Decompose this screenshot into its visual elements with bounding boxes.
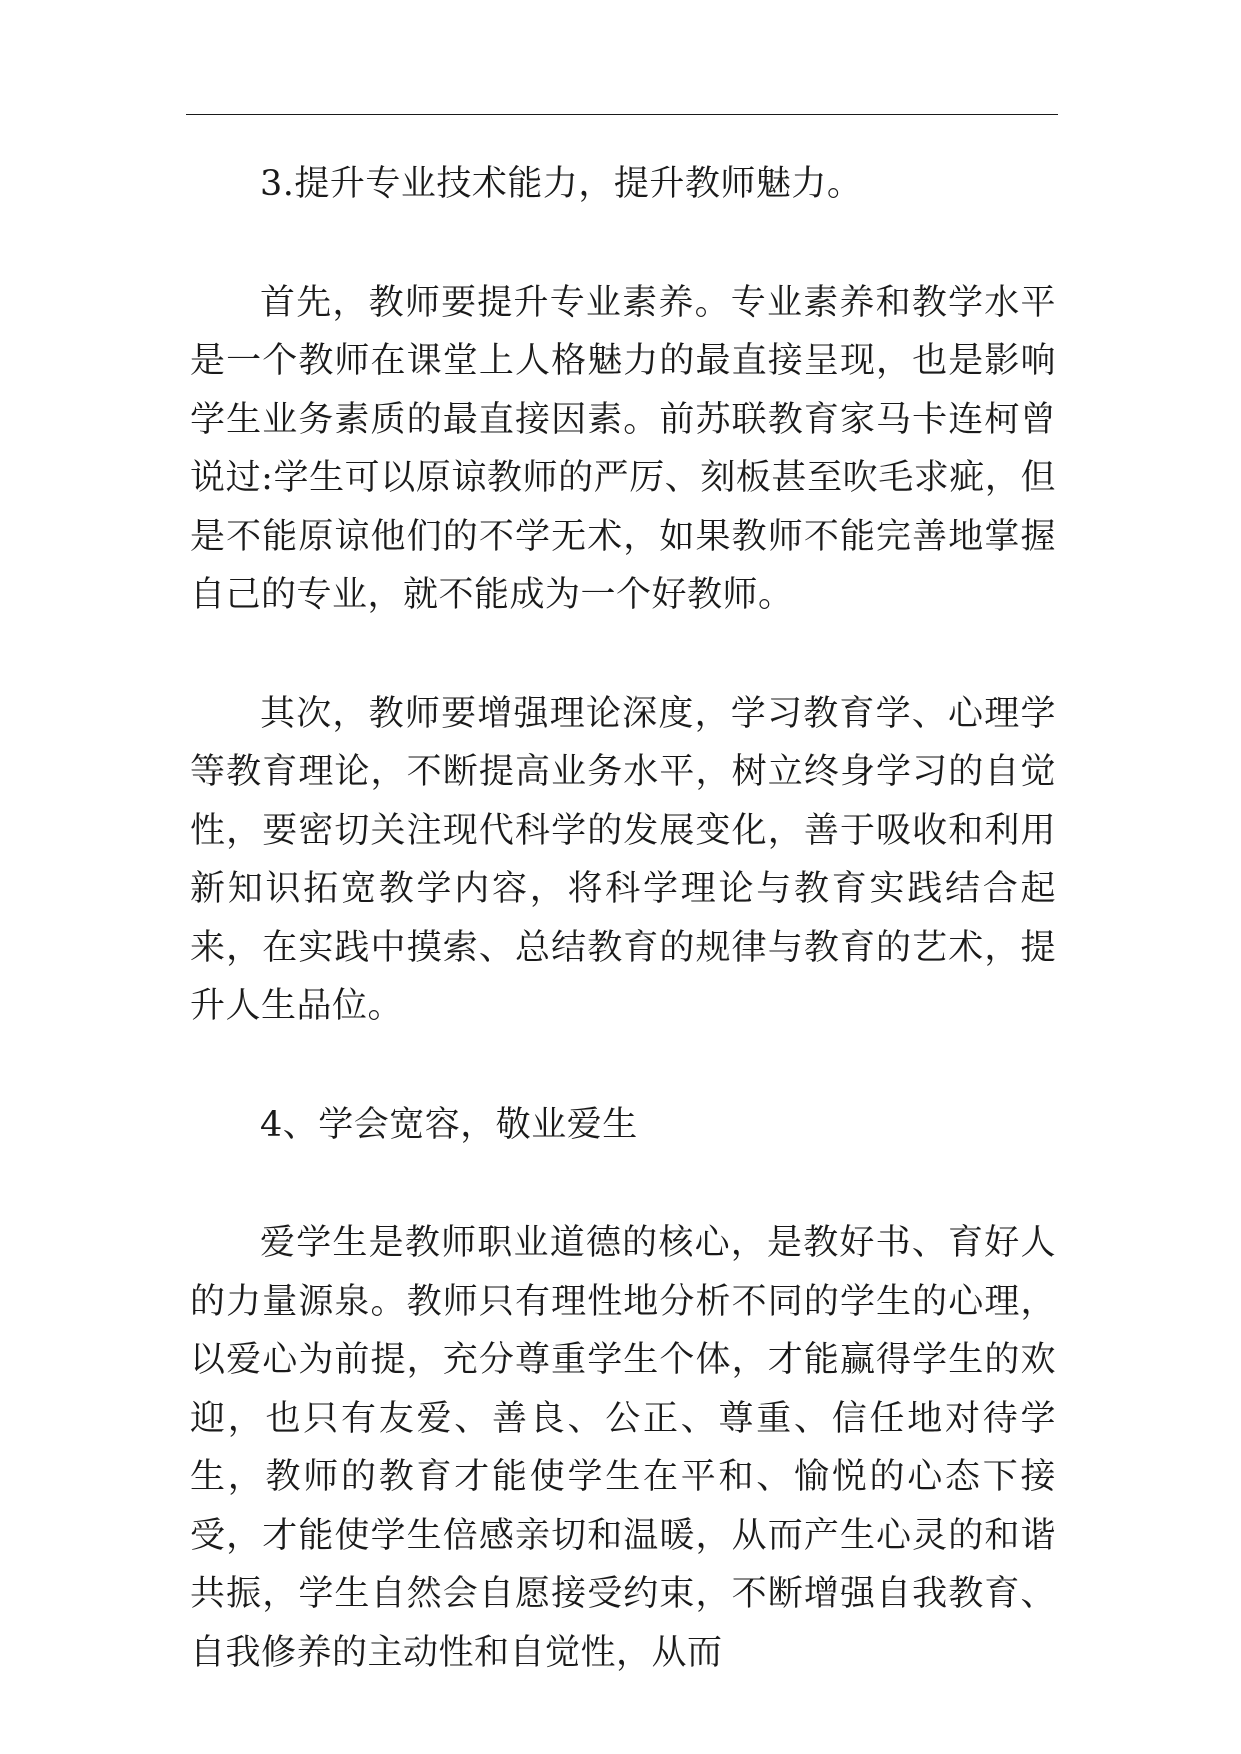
paragraph-gap bbox=[190, 625, 1056, 685]
header-rule bbox=[186, 114, 1058, 115]
paragraph-love-students: 爱学生是教师职业道德的核心，是教好书、育好人的力量源泉。教师只有理性地分析不同的学生的心理，以爱心为前提，充分尊重学生个体，才能赢得学生的欢迎，也只有友爱、善良、公正、尊重、信任地对待学生，教师的教育才能使学生在平和、愉悦的心态下接受，才能使学生倍感亲切和温暖，从而产生心灵的和谐共振，学生自然会自愿接受约束，不断增强自我教育、自我修养的主动性和自觉性，从而 bbox=[190, 1223, 1056, 1673]
paragraph-gap bbox=[190, 1036, 1056, 1096]
paragraph-professional-literacy: 首先，教师要提升专业素养。专业素养和教学水平是一个教师在课堂上人格魅力的最直接呈现，也是影响学生业务素质的最直接因素。前苏联教育家马卡连柯曾说过:学生可以原谅教师的严厉、刻板甚至吹毛求疵，但是不能原谅他们的不学无术，如果教师不能完善地掌握自己的专业，就不能成为一个好教师。 bbox=[190, 282, 1056, 615]
section-heading-4: 4、学会宽容，敬业爱生 bbox=[260, 1104, 638, 1145]
section-heading-3: 3.提升专业技术能力，提升教师魅力。 bbox=[260, 164, 863, 204]
paragraph-gap bbox=[190, 1154, 1056, 1214]
paragraph-gap bbox=[190, 214, 1056, 274]
document-body bbox=[190, 155, 1056, 1682]
paragraph-theory-depth: 其次，教师要增强理论深度，学习教育学、心理学等教育理论，不断提高业务水平，树立终身学习的自觉性，要密切关注现代科学的发展变化，善于吸收和利用新知识拓宽教学内容，将科学理论与教育实践结合起来，在实践中摸索、总结教育的规律与教育的艺术，提升人生品位。 bbox=[190, 693, 1056, 1026]
